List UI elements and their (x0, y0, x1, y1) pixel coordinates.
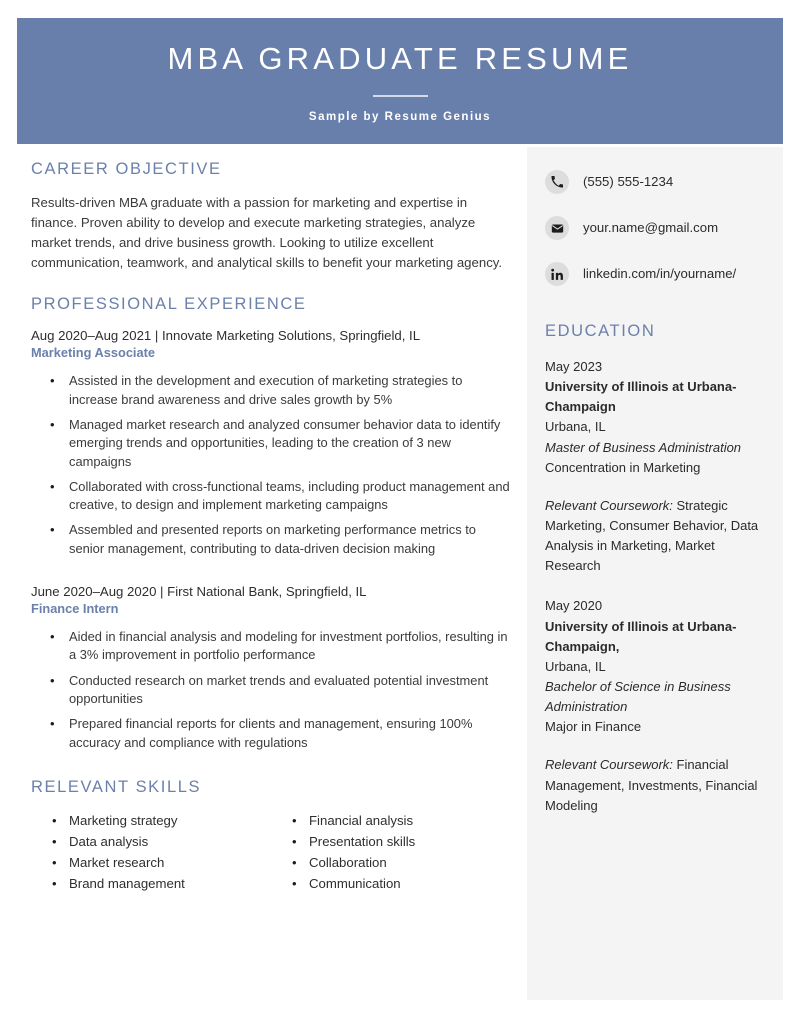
job-title: Finance Intern (31, 601, 119, 617)
education-coursework (545, 496, 770, 577)
education-school: University of Illinois at Urbana-Champaign (545, 379, 737, 415)
skill-item: • Marketing strategy (69, 811, 271, 831)
job-bullet: • Assembled and presented reports on marketing performance metrics to senior management, contributing to data-driven decision making (67, 521, 511, 558)
education-degree: Bachelor of Science in Business Administration (545, 678, 731, 715)
skill-item: • Communication (309, 874, 511, 894)
education-heading: EDUCATION (545, 322, 656, 340)
job-title: Marketing Associate (31, 345, 155, 361)
job-meta: June 2020–Aug 2020 | First National Bank, Springfield, IL (31, 584, 367, 600)
coursework-value: Financial Management, Investments, Financial Modeling (545, 757, 758, 813)
job-bullet: • Assisted in the development and execution of marketing strategies to increase brand awareness and drive sales growth by 5% (67, 372, 511, 409)
skill-item: • Market research (69, 853, 271, 873)
contact-linkedin-value: linkedin.com/in/yourname/ (583, 266, 737, 282)
education-coursework (545, 755, 770, 815)
job-bullet: • Managed market research and analyzed consumer behavior data to identify emerging trends and opportunities, leading to the creation of 3 new campaigns (67, 416, 511, 471)
job-bullet-list (31, 372, 511, 558)
education-location: Urbana, IL (545, 419, 606, 435)
job-meta: Aug 2020–Aug 2021 | Innovate Marketing Solutions, Springfield, IL (31, 328, 421, 344)
email-icon (545, 216, 569, 240)
contact-email[interactable] (545, 216, 770, 240)
education-entry (545, 596, 770, 737)
job-bullet: • Prepared financial reports for clients and management, ensuring 100% accuracy and compliance with regulations (67, 715, 511, 752)
resume-subtitle: Sample by Resume Genius (308, 111, 492, 124)
phone-icon (545, 170, 569, 194)
education-entry (545, 357, 770, 478)
education-detail: Concentration in Marketing (545, 459, 701, 475)
job-bullet: • Aided in financial analysis and modeling for investment portfolios, resulting in a 3% improvement in portfolio performance (67, 628, 511, 665)
education-school: University of Illinois at Urbana-Champaign, (545, 618, 737, 654)
skill-item: • Presentation skills (309, 832, 511, 852)
professional-experience-heading: PROFESSIONAL EXPERIENCE (31, 295, 307, 314)
coursework-label: Relevant Coursework: (545, 757, 673, 773)
education-location: Urbana, IL (545, 658, 606, 674)
linkedin-icon (545, 262, 569, 286)
skill-item: • Brand management (69, 874, 271, 894)
coursework-value: Strategic Marketing, Consumer Behavior, Data Analysis in Marketing, Market Research (545, 497, 759, 574)
section-career-objective (31, 160, 511, 273)
job-bullet-list (31, 628, 511, 752)
education-date: May 2023 (545, 359, 603, 374)
job-bullet: • Collaborated with cross-functional teams, including product management and creative, to design and implement marketing campaigns (67, 478, 511, 515)
education-date: May 2020 (545, 598, 603, 614)
skills-column-left (31, 811, 271, 895)
skill-item: • Data analysis (69, 832, 271, 852)
job-entry (31, 584, 511, 752)
relevant-skills-heading: RELEVANT SKILLS (31, 777, 202, 796)
education-degree: Master of Business Administration (545, 439, 742, 455)
career-objective-heading: CAREER OBJECTIVE (31, 160, 222, 178)
section-relevant-skills (31, 778, 511, 895)
job-entry (31, 328, 511, 558)
education-detail: Major in Finance (545, 719, 642, 735)
contact-phone[interactable] (545, 170, 770, 194)
skills-columns (31, 811, 511, 895)
contact-linkedin[interactable] (545, 262, 770, 286)
skill-item: • Collaboration (309, 853, 511, 873)
resume-header-band (17, 18, 783, 144)
main-column (31, 160, 511, 917)
sidebar-column (545, 170, 770, 836)
contact-email-value: your.name@gmail.com (583, 220, 719, 236)
career-objective-text: Results-driven MBA graduate with a passion for marketing and expertise in finance. Proven ability to develop and execute marketing strategies, analyze market trends, and drive business growth. Looking to utilize excellent communication, teamwork, and analytical skills to benefit your marketing agency. (31, 195, 503, 271)
job-bullet: • Conducted research on market trends and evaluated potential investment opportunities (67, 672, 511, 709)
coursework-label: Relevant Coursework: (545, 497, 673, 513)
resume-title: MBA GRADUATE RESUME (167, 41, 633, 76)
skills-column-right (271, 811, 511, 895)
contact-phone-value: (555) 555-1234 (583, 174, 674, 190)
skill-item: • Financial analysis (309, 811, 511, 831)
section-professional-experience (31, 295, 511, 752)
